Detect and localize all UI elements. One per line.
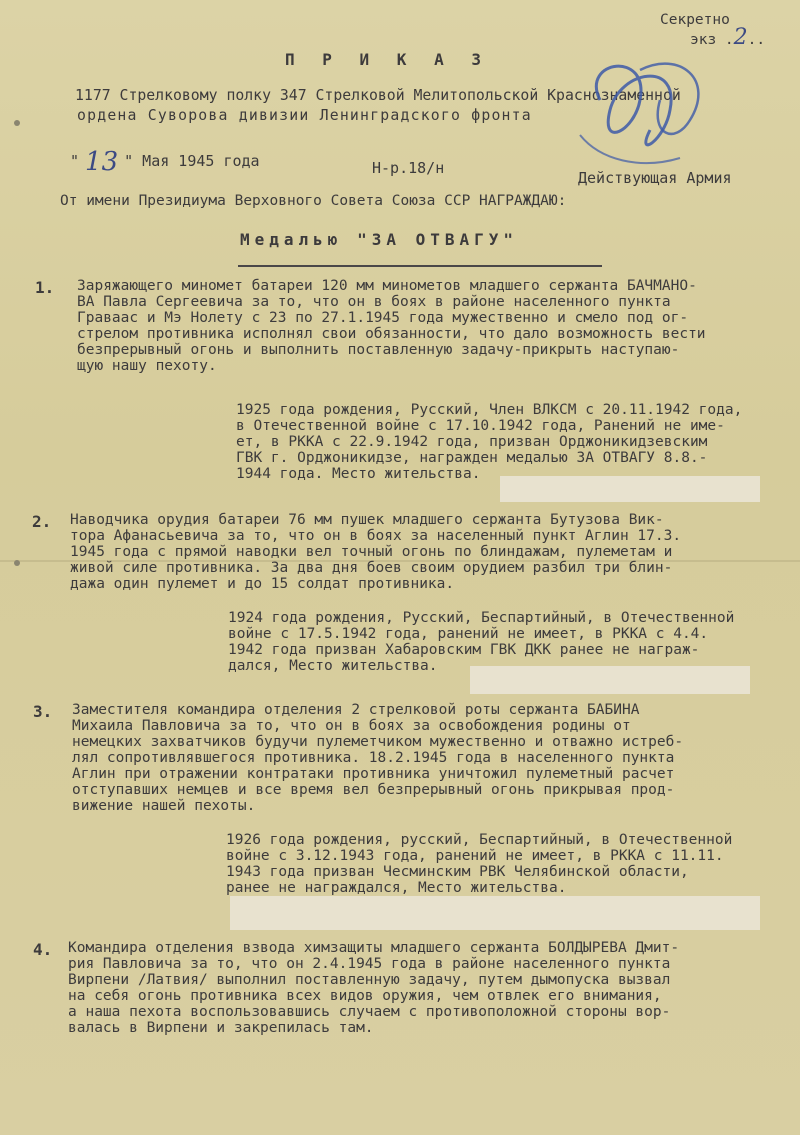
entry-1-bio-3: ет, в РККА с 22.9.1942 года, призван Орджоникидзевским — [236, 434, 708, 450]
entry-2-line-4: живой силе противника. За два дня боев своим орудием разбил три блин- — [70, 560, 673, 576]
entry-3-line-5: Аглин при отражении контратаки противника уничтожил пулеметный расчет — [72, 766, 675, 782]
entry-1-line-2: ВА Павла Сергеевича за то, что он в боях в районе населенного пункта — [77, 294, 671, 310]
signature-mark — [540, 40, 730, 190]
entry-2-bio-3: 1942 года призван Хабаровским ГВК ДКК ранее не награж- — [228, 642, 700, 658]
entry-number: 1. — [35, 278, 55, 297]
entry-1-line-5: безпрерывный огонь и выполнить поставленную задачу-прикрыть наступаю- — [77, 342, 680, 358]
entry-4-line-3: Вирпени /Латвия/ выполнил поставленную задачу, путем дымопуска вызвал — [68, 972, 671, 988]
entry-1-line-1: Заряжающего миномет батареи 120 мм минометов младшего сержанта БАЧМАНО- — [77, 278, 697, 294]
unit-line-2: ордена Суворова дивизии Ленинградского фронта — [77, 107, 532, 124]
copy-tail: .. — [747, 32, 766, 48]
entry-4-line-2: рия Павловича за то, что он 2.4.1945 года в районе населенного пункта — [68, 956, 671, 972]
entry-number: 4. — [33, 940, 53, 959]
redaction-box — [470, 666, 750, 694]
army-label: Действующая Армия — [578, 169, 732, 187]
secret-label: Секретно — [660, 12, 730, 28]
copy-number: 2 — [733, 25, 748, 50]
date-rest: " Мая 1945 года — [124, 152, 260, 170]
punch-hole-mark — [14, 120, 20, 126]
entry-3-bio-1: 1926 года рождения, русский, Беспартийный, в Отечественной — [226, 832, 733, 848]
date-quote: " — [70, 152, 80, 170]
entry-number: 3. — [33, 702, 53, 721]
entry-4-line-1: Командира отделения взвода химзащиты младшего сержанта БОЛДЫРЕВА Дмит- — [68, 940, 680, 956]
entry-2-line-3: 1945 года с прямой наводки вел точный огонь по блиндажам, пулеметам и — [70, 544, 673, 560]
medal-underline — [238, 265, 602, 267]
entry-3-line-7: вижение нашей пехоты. — [72, 798, 256, 814]
entry-1-line-3: Граваас и Мэ Нолету с 23 по 27.1.1945 года мужественно и смело под ог- — [77, 310, 689, 326]
redaction-box — [230, 896, 760, 930]
unit-line-1: 1177 Стрелковому полку 347 Стрелковой Мелитопольской Краснознаменной — [75, 87, 681, 104]
entry-2-bio-1: 1924 года рождения, Русский, Беспартийный, в Отечественной — [228, 610, 735, 626]
entry-1-line-6: щую нашу пехоту. — [77, 358, 217, 374]
punch-hole-mark — [14, 560, 20, 566]
entry-1-line-4: стрелом противника исполнял свои обязанности, что дало возможность вести — [77, 326, 706, 342]
date-day: 13 — [85, 147, 119, 177]
date-line — [70, 147, 260, 177]
entry-2-bio-2: войне с 17.5.1942 года, ранений не имеет, в РККА с 4.4. — [228, 626, 709, 642]
redaction-box — [500, 476, 760, 502]
entry-1-bio-5: 1944 года. Место жительства. — [236, 466, 481, 482]
entry-2-bio-4: дался, Место жительства. — [228, 658, 438, 674]
entry-4-line-4: на себя огонь противника всех видов оружия, чем отвлек его внимания, — [68, 988, 662, 1004]
entry-2-line-1: Наводчика орудия батареи 76 мм пушек младшего сержанта Бутузова Вик- — [70, 512, 664, 528]
entry-3-bio-4: ранее не награждался, Место жительства. — [226, 880, 567, 896]
entry-3-bio-3: 1943 года призван Чесминским РВК Челябинской области, — [226, 864, 689, 880]
entry-number: 2. — [32, 512, 52, 531]
entry-3-bio-2: войне с 3.12.1943 года, ранений не имеет, в РККА с 11.11. — [226, 848, 724, 864]
entry-3-line-1: Заместителя командира отделения 2 стрелковой роты сержанта БАБИНА — [72, 702, 640, 718]
entry-1-bio-1: 1925 года рождения, Русский, Член ВЛКСМ с 20.11.1942 года, — [236, 402, 743, 418]
medal-heading: Медалью "ЗА ОТВАГУ" — [240, 230, 519, 249]
entry-3-line-3: немецких захватчиков будучи пулеметчиком мужественно и отважно истреб- — [72, 734, 684, 750]
entry-2-line-5: дажа один пулемет и до 15 солдат противника. — [70, 576, 455, 592]
presidium-line: От имени Президиума Верховного Совета Союза ССР НАГРАЖДАЮ: — [60, 193, 567, 209]
entry-2-line-2: тора Афанасьевича за то, что он в боях за населенный пункт Аглин 17.3. — [70, 528, 682, 544]
order-number: Н-р.18/н — [372, 159, 445, 177]
order-title: П Р И К А З — [285, 50, 490, 69]
entry-3-line-4: лял сопротивлявшегося противника. 18.2.1945 года в населенного пункта — [72, 750, 675, 766]
entry-3-line-2: Михаила Павловича за то, что он в боях за освобождения родины от — [72, 718, 631, 734]
entry-3-line-6: отступавших немцев и все время вел безпрерывный огонь прикрывая прод- — [72, 782, 675, 798]
entry-1-bio-4: ГВК г. Орджоникидзе, награжден медалью ЗА ОТВАГУ 8.8.- — [236, 450, 708, 466]
entry-4-line-5: а наша пехота воспользовавшись случаем с противоположной стороны вор- — [68, 1004, 671, 1020]
entry-1-bio-2: в Отечественной войне с 17.10.1942 года, Ранений не име- — [236, 418, 725, 434]
entry-4-line-6: валась в Вирпени и закрепилась там. — [68, 1020, 374, 1036]
copy-text: экз . — [690, 32, 734, 48]
